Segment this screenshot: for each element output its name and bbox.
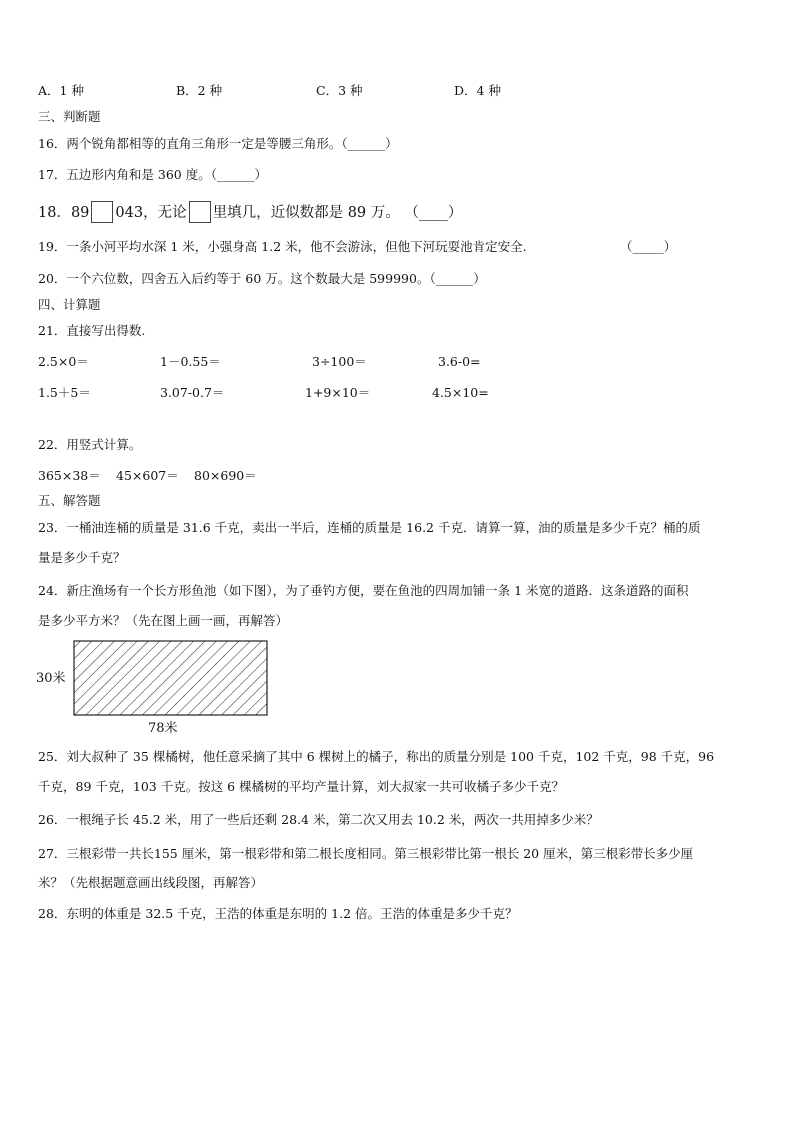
option-d: D．4 种	[454, 83, 501, 98]
section-heading-calculation: 四、计算题	[38, 297, 101, 312]
option-c: C．3 种	[316, 83, 363, 98]
question-23-line2: 量是多少千克？	[38, 550, 126, 565]
calc-item: 3.07-0.7＝	[160, 385, 225, 400]
option-a: A．1 种	[38, 83, 84, 98]
question-27-line2: 米？（先根据题意画出线段图，再解答）	[38, 875, 264, 890]
digit-box	[91, 201, 113, 223]
digit-box	[189, 201, 211, 223]
question-22: 22．用竖式计算。	[38, 437, 142, 452]
pond-diagram	[36, 640, 276, 740]
vertical-calc-item: 45×607＝	[116, 468, 179, 483]
height-label: 30米	[36, 671, 66, 686]
question-24-line2: 是多少平方米？（先在图上画一画，再解答）	[38, 613, 289, 628]
calc-item: 3÷100＝	[312, 354, 367, 369]
option-b: B．2 种	[176, 83, 223, 98]
calc-item: 1.5＋5＝	[38, 385, 91, 400]
question-18-part3: 里填几，近似数都是 89 万。 （____）	[212, 205, 463, 221]
question-20: 20．一个六位数，四舍五入后约等于 60 万。这个数最大是 599990。（______）	[38, 271, 486, 286]
question-24-line1: 24．新庄渔场有一个长方形鱼池（如下图），为了垂钓方便，要在鱼池的四周加铺一条 1 米宽的道路．这条道路的面积	[38, 583, 689, 598]
calc-item: 1+9×10＝	[305, 385, 371, 400]
question-18-part1: 18．89	[38, 205, 90, 221]
question-19-blank: （_____）	[620, 239, 677, 254]
calc-item: 1－0.55＝	[160, 354, 221, 369]
question-27-line1: 27．三根彩带一共长155 厘米，第一根彩带和第二根长度相同。第三根彩带比第一根长 20 厘米，第三根彩带长多少厘	[38, 846, 694, 861]
question-21: 21．直接写出得数.	[38, 323, 146, 338]
question-16: 16．两个锐角都相等的直角三角形一定是等腰三角形。（______）	[38, 136, 398, 151]
vertical-calc-item: 80×690＝	[194, 468, 257, 483]
question-18-part2: 043，无论	[115, 205, 187, 221]
question-23-line1: 23．一桶油连桶的质量是 31.6 千克，卖出一半后，连桶的质量是 16.2 千克．请算一算，油的质量是多少千克？桶的质	[38, 520, 701, 535]
section-heading-judgment: 三、判断题	[38, 109, 101, 124]
width-label: 78米	[148, 721, 178, 736]
section-heading-word-problems: 五、解答题	[38, 493, 101, 508]
question-28: 28．东明的体重是 32.5 千克，王浩的体重是东明的 1.2 倍。王浩的体重是多少千克？	[38, 906, 518, 921]
vertical-calc-item: 365×38＝	[38, 468, 101, 483]
calc-item: 2.5×0＝	[38, 354, 89, 369]
calc-item: 4.5×10=	[432, 385, 489, 400]
question-17: 17．五边形内角和是 360 度。（______）	[38, 167, 267, 182]
question-19: 19．一条小河平均水深 1 米，小强身高 1.2 米，他不会游泳，但他下河玩耍池肯定安全.	[38, 239, 527, 254]
pond-rectangle	[74, 641, 267, 715]
question-26: 26．一根绳子长 45.2 米，用了一些后还剩 28.4 米，第二次又用去 10.2 米，两次一共用掉多少米？	[38, 812, 599, 827]
calc-item: 3.6-0=	[438, 354, 481, 369]
question-25-line2: 千克，89 千克，103 千克。按这 6 棵橘树的平均产量计算，刘大叔家一共可收橘子多少千克？	[38, 779, 565, 794]
question-25-line1: 25．刘大叔种了 35 棵橘树，他任意采摘了其中 6 棵树上的橘子，称出的质量分别是 100 千克，102 千克，98 千克，96	[38, 749, 715, 764]
question-18	[38, 201, 462, 223]
